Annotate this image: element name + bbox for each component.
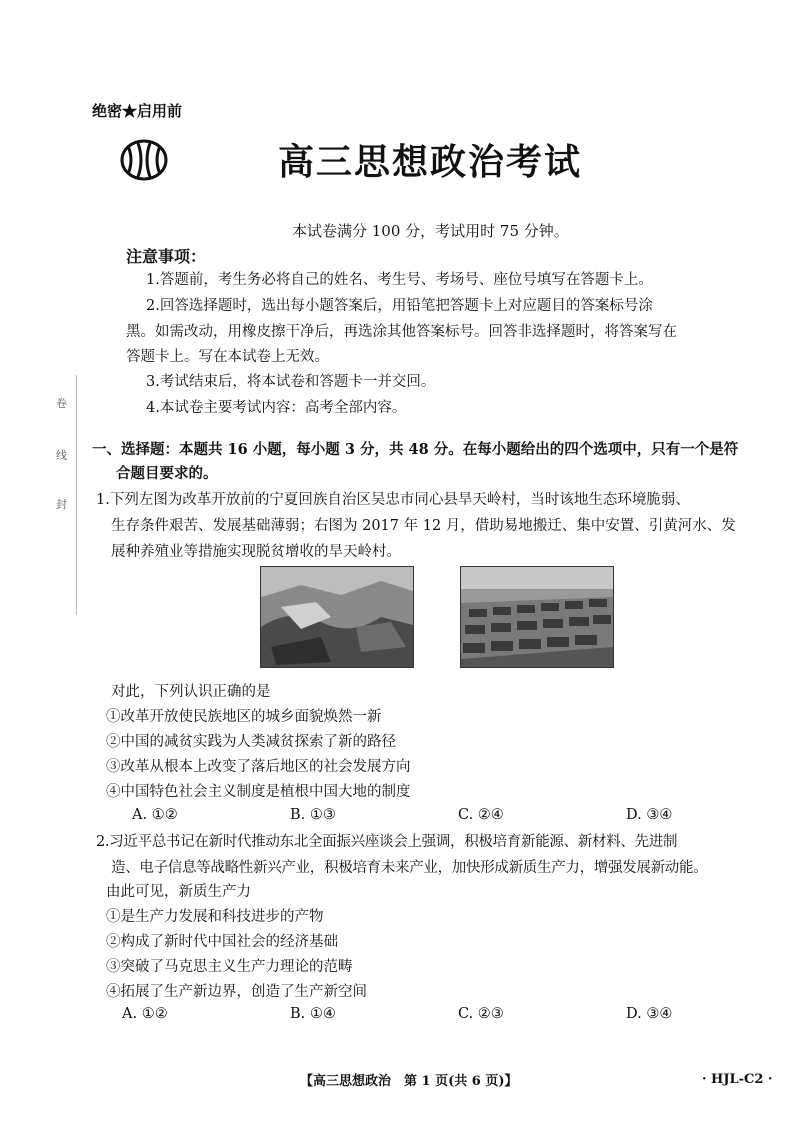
q1-option-c[interactable]: C. ②④ bbox=[458, 807, 504, 823]
photo-after-village bbox=[460, 566, 614, 668]
q2-statement-1: ①是生产力发展和科技进步的产物 bbox=[106, 909, 324, 925]
q1-stem-line-2: 生存条件艰苦、发展基础薄弱；右图为 2017 年 12 月，借助易地搬迁、集中安置、引黄河水、发 bbox=[111, 518, 736, 534]
q2-option-d[interactable]: D. ③④ bbox=[626, 1006, 673, 1022]
q2-option-c[interactable]: C. ②③ bbox=[458, 1006, 504, 1022]
paper-code: · HJL-C2 · bbox=[702, 1072, 773, 1087]
notice-line-4: 答题卡上。写在本试卷上无效。 bbox=[126, 349, 329, 365]
q2-statement-2: ②构成了新时代中国社会的经济基础 bbox=[106, 934, 338, 950]
page-footer: 【高三思想政治 第 1 页(共 6 页)】 bbox=[300, 1074, 518, 1089]
q1-statement-2: ②中国的减贫实践为人类减贫探索了新的路径 bbox=[106, 734, 396, 750]
q2-statement-3: ③突破了马克思主义生产力理论的范畴 bbox=[106, 959, 353, 975]
photo-before-village bbox=[260, 566, 414, 668]
notice-line-2: 2.回答选择题时，选出每小题答案后，用铅笔把答题卡上对应题目的答案标号涂 bbox=[146, 298, 653, 314]
notice-line-1: 1.答题前，考生务必将自己的姓名、考生号、考场号、座位号填写在答题卡上。 bbox=[146, 272, 653, 288]
q1-statement-1: ①改革开放使民族地区的城乡面貌焕然一新 bbox=[106, 709, 382, 725]
q2-stem-line-3: 由此可见，新质生产力 bbox=[106, 884, 251, 900]
q2-option-a[interactable]: A. ①② bbox=[122, 1006, 168, 1022]
q1-prompt: 对此，下列认识正确的是 bbox=[111, 684, 271, 700]
exam-logo-icon bbox=[118, 138, 170, 182]
side-mark-xian: 线 bbox=[56, 449, 67, 462]
q1-statement-4: ④中国特色社会主义制度是植根中国大地的制度 bbox=[106, 784, 411, 800]
section-heading-line-2: 合题目要求的。 bbox=[116, 465, 218, 482]
section-heading-line-1: 一、选择题：本题共 16 小题，每小题 3 分，共 48 分。在每小题给出的四个选项中，只有一个是符 bbox=[92, 441, 739, 458]
q2-stem-line-2: 造、电子信息等战略性新兴产业，积极培育未来产业，加快形成新质生产力，增强发展新动能。 bbox=[111, 860, 708, 876]
q1-option-d[interactable]: D. ③④ bbox=[626, 807, 673, 823]
notice-line-5: 3.考试结束后，将本试卷和答题卡一并交回。 bbox=[146, 374, 436, 390]
side-mark-feng: 封 bbox=[56, 498, 67, 511]
confidential-label: 绝密★启用前 bbox=[92, 102, 183, 120]
notice-heading: 注意事项： bbox=[126, 247, 207, 266]
notice-line-6: 4.本试卷主要考试内容：高考全部内容。 bbox=[146, 400, 407, 416]
q1-statement-3: ③改革从根本上改变了落后地区的社会发展方向 bbox=[106, 759, 411, 775]
q2-statement-4: ④拓展了生产新边界，创造了生产新空间 bbox=[106, 984, 367, 1000]
q1-option-a[interactable]: A. ①② bbox=[132, 807, 178, 823]
q1-stem-line-1: 1.下列左图为改革开放前的宁夏回族自治区吴忠市同心县旱天岭村，当时该地生态环境脆弱、 bbox=[96, 492, 690, 508]
q2-option-b[interactable]: B. ①④ bbox=[290, 1006, 336, 1022]
exam-title: 高三思想政治考试 bbox=[278, 142, 583, 183]
binding-line bbox=[76, 375, 77, 615]
notice-line-3: 黑。如需改动，用橡皮擦干净后，再选涂其他答案标号。回答非选择题时，将答案写在 bbox=[126, 324, 677, 340]
q1-option-b[interactable]: B. ①③ bbox=[290, 807, 336, 823]
q2-stem-line-1: 2.习近平总书记在新时代推动东北全面振兴座谈会上强调，积极培育新能源、新材料、先进制 bbox=[96, 834, 678, 850]
q1-stem-line-3: 展种养殖业等措施实现脱贫增收的旱天岭村。 bbox=[111, 544, 401, 560]
side-mark-juan: 卷 bbox=[56, 397, 67, 410]
exam-subtitle: 本试卷满分 100 分，考试用时 75 分钟。 bbox=[292, 222, 569, 240]
